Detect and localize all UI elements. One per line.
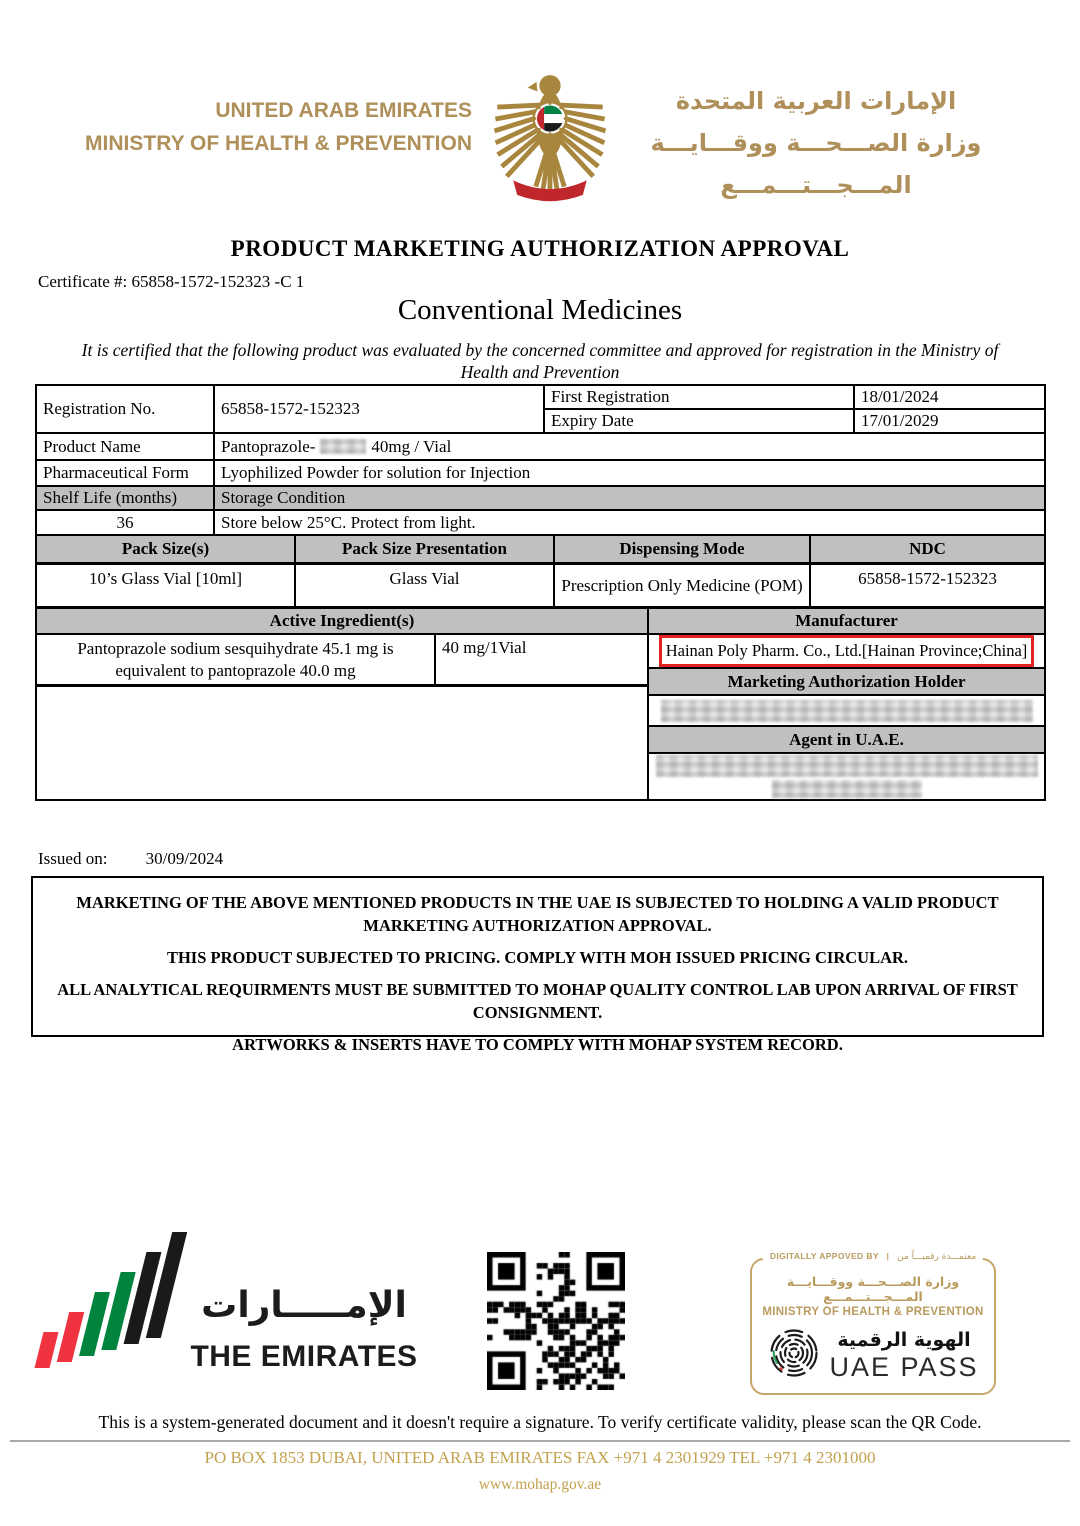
product-name-row (37, 434, 1044, 461)
uae-pass-english: UAE PASS (829, 1351, 979, 1382)
expiry-date-value: 17/01/2029 (861, 411, 939, 430)
active-ingredient-strength: 40 mg/1Vial (442, 638, 527, 657)
mah-header: Marketing Authorization Holder (649, 669, 1044, 696)
ndc-value: 65858-1572-152323 (858, 569, 997, 588)
emirates-logo-english: THE EMIRATES (190, 1340, 418, 1373)
country-name-ar: الإمارات العربية المتحدة (675, 87, 957, 115)
redacted-agent-line2 (772, 780, 922, 798)
active-ingredients-section (37, 635, 649, 799)
registration-no-label: Registration No. (37, 386, 215, 432)
storage-condition-value: Store below 25°C. Protect from light. (221, 512, 476, 532)
footer-divider (10, 1440, 1070, 1442)
emirates-logo-arabic: الإمـــــارات (201, 1285, 407, 1326)
label-separator: | (886, 1251, 890, 1261)
registration-dates (545, 386, 1044, 432)
pack-header-row (37, 536, 1044, 565)
ministry-name-english (40, 94, 472, 160)
ministry-name-arabic (610, 80, 1022, 206)
footer-address: PO BOX 1853 DUBAI, UNITED ARAB EMIRATES FAX +971 4 2301929 TEL +971 4 2301000 (204, 1448, 876, 1467)
mah-value-redacted-cell (649, 696, 1044, 727)
pass-ministry-english: MINISTRY OF HEALTH & PREVENTION (762, 1306, 984, 1318)
certification-statement: It is certified that the following product was evaluated by the concerned committee and approved for registration in the Ministry of Health and Prevention (81, 340, 999, 382)
digitally-approved-label: DIGITALLY APPOVED BY | معتمـــدة رقميـــاً من (763, 1251, 983, 1262)
notice-line-4: ARTWORKS & INSERTS HAVE TO COMPLY WITH MOHAP SYSTEM RECORD. (232, 1035, 843, 1055)
pharmaceutical-form-value: Lyophilized Powder for solution for Injection (221, 463, 531, 482)
pack-presentation-header: Pack Size Presentation (296, 536, 555, 562)
ndc-header: NDC (909, 539, 946, 558)
storage-condition-label: Storage Condition (221, 488, 346, 507)
notice-line-2: THIS PRODUCT SUBJECTED TO PRICING. COMPLY WITH MOH ISSUED PRICING CIRCULAR. (166, 948, 909, 968)
shelf-life-value: 36 (37, 511, 215, 534)
uae-pass-badge (750, 1251, 996, 1395)
emirates-stripe-red-1 (35, 1332, 59, 1368)
notice-line-3: ALL ANALYTICAL REQUIRMENTS MUST BE SUBMITTED TO MOHAP QUALITY CONTROL LAB UPON ARRIVAL OF FIRST CONSIGNMENT. (57, 980, 1018, 1023)
issued-on-label: Issued on: (38, 849, 108, 868)
footer-website: www.mohap.gov.ae (478, 1476, 602, 1493)
agent-value-redacted-cell (649, 754, 1044, 799)
the-emirates-logo (35, 1238, 418, 1390)
pharmaceutical-form-label: Pharmaceutical Form (37, 461, 215, 485)
shelf-life-value-row (37, 511, 1044, 536)
redacted-mah-value (661, 700, 1033, 722)
pharmaceutical-form-row (37, 461, 1044, 487)
uae-pass-wordmark (829, 1329, 978, 1383)
product-name-label: Product Name (37, 434, 215, 459)
marketing-notice-box (31, 876, 1044, 1055)
verification-qr-code (487, 1252, 625, 1390)
shelf-life-header-row (37, 487, 1044, 511)
agent-header: Agent in U.A.E. (649, 727, 1044, 754)
manufacturer-header: Manufacturer (795, 611, 898, 630)
first-registration-value: 18/01/2024 (861, 387, 939, 406)
uae-falcon-emblem-icon (492, 62, 608, 213)
pass-ministry-arabic: وزارة الصـــحـــة ووقـــايـــة المـــجـــتـــمـــع (786, 1274, 960, 1304)
ingredient-manufacturer-header-row (37, 609, 1044, 635)
product-name-value: Pantoprazole- 40mg / Vial (221, 436, 452, 456)
document-subtitle: Conventional Medicines (397, 294, 683, 326)
pack-presentation-value: Glass Vial (296, 565, 555, 606)
registration-row (37, 386, 1044, 434)
shelf-life-label: Shelf Life (months) (37, 487, 215, 509)
pack-values-row (37, 565, 1044, 609)
certificate-number: Certificate #: 65858-1572-152323 -C 1 (38, 272, 305, 291)
pack-sizes-value: 10’s Glass Vial [10ml] (37, 565, 296, 606)
registration-no-value: 65858-1572-152323 (215, 386, 545, 432)
redacted-agent-line1 (656, 755, 1038, 777)
active-ingredients-header: Active Ingredient(s) (37, 609, 649, 633)
issued-on-row (38, 849, 223, 869)
ministry-name-en: MINISTRY OF HEALTH & PREVENTION (85, 132, 472, 155)
issued-on-value: 30/09/2024 (145, 849, 224, 868)
system-generated-note: This is a system-generated document and it doesn't require a signature. To verify certificate validity, please scan the QR Code. (98, 1412, 982, 1432)
ministry-name-ar: وزارة الصـــحـــة ووقـــايـــة المـــجـــتـــمـــع (650, 129, 982, 199)
dispensing-mode-value: Prescription Only Medicine (POM) (555, 565, 811, 606)
manufacturer-value-cell (649, 635, 1044, 669)
redacted-product-name-part (320, 439, 366, 454)
ingredient-manufacturer-body-row (37, 635, 1044, 799)
notice-line-1: MARKETING OF THE ABOVE MENTIONED PRODUCTS IN THE UAE IS SUBJECTED TO HOLDING A VALID PRODUCT MARKETING AUTHORIZATION APPROVAL. (76, 893, 999, 936)
manufacturer-value-highlighted: Hainan Poly Pharm. Co., Ltd.[Hainan Province;China] (659, 635, 1035, 667)
digital-identity-arabic: الهوية الرقمية (837, 1328, 971, 1351)
manufacturer-section (649, 635, 1044, 799)
pack-sizes-header: Pack Size(s) (37, 536, 296, 562)
first-registration-label: First Registration (545, 386, 855, 408)
dispensing-mode-header: Dispensing Mode (555, 536, 811, 562)
page-title: PRODUCT MARKETING AUTHORIZATION APPROVAL (230, 236, 850, 261)
active-ingredient-name: Pantoprazole sodium sesquihydrate 45.1 mg is equivalent to pantoprazole 40.0 mg (37, 635, 436, 684)
expiry-date-label: Expiry Date (545, 410, 855, 432)
country-name-en: UNITED ARAB EMIRATES (215, 99, 472, 122)
digitally-approved-label-ar: معتمـــدة رقميـــاً من (897, 1252, 977, 1262)
fingerprint-icon (767, 1326, 821, 1385)
registration-details-table (35, 384, 1046, 801)
